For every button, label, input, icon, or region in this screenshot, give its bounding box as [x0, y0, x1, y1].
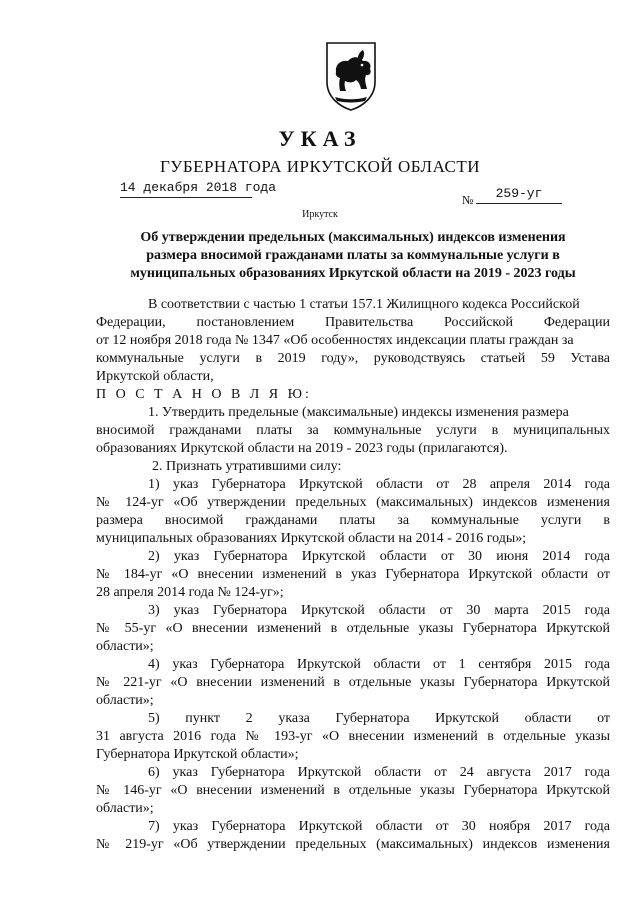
body-line: 2. Признать утратившими силу: — [152, 459, 342, 474]
heading-line: размера вносимой гражданами платы за коммунальные услуги в — [146, 248, 560, 263]
heading-line: Об утверждении предельных (максимальных) индексов изменения — [140, 230, 566, 245]
irkutsk-coat-of-arms-icon — [323, 40, 379, 112]
list-item-line: № 146-уг «О внесении изменений в отдельные указы Губернатора Иркутской — [96, 783, 610, 798]
document-date: 14 декабря 2018 года — [120, 180, 252, 198]
list-item-line: области»; — [96, 693, 154, 708]
list-item-line: № 221-уг «О внесении изменений в отдельные указы Губернатора Иркутской — [96, 675, 610, 690]
document-city: Иркутск — [302, 209, 338, 220]
body-line: от 12 ноября 2018 года № 1347 «Об особенностях индексации платы граждан за — [96, 333, 574, 348]
list-item-line: № 184-уг «О внесении изменений в указ Губернатора Иркутской области от — [96, 567, 610, 582]
document-body — [96, 296, 610, 854]
body-line: коммунальные услуги в 2019 году», руководствуясь статьей 59 Устава — [96, 351, 610, 366]
resolution-word: П О С Т А Н О В Л Я Ю: — [96, 387, 312, 402]
document-title: УКАЗ — [278, 126, 362, 151]
list-item-line: 6) указ Губернатора Иркутской области от 24 августа 2017 года — [148, 765, 610, 780]
list-item-line: № 219-уг «Об утверждении предельных (максимальных) индексов изменения — [96, 837, 610, 852]
document-heading — [96, 229, 610, 283]
list-item-line: 4) указ Губернатора Иркутской области от 1 сентября 2015 года — [148, 657, 610, 672]
list-item-line: 7) указ Губернатора Иркутской области от 30 ноября 2017 года — [148, 819, 610, 834]
list-item-line: 31 августа 2016 года № 193-уг «О внесении изменений в отдельные указы — [96, 729, 610, 744]
list-item-line: области»; — [96, 801, 154, 816]
list-item-line: № 124-уг «Об утверждении предельных (максимальных) индексов изменения — [96, 495, 610, 510]
document-subtitle: ГУБЕРНАТОРА ИРКУТСКОЙ ОБЛАСТИ — [159, 157, 481, 176]
body-line: 1. Утвердить предельные (максимальные) индексы изменения размера — [148, 405, 569, 420]
list-item-line: № 55-уг «О внесении изменений в отдельные указы Губернатора Иркутской — [96, 621, 610, 636]
list-item-line: 1) указ Губернатора Иркутской области от 28 апреля 2014 года — [148, 477, 610, 492]
body-line: вносимой гражданами платы за коммунальные услуги в муниципальных — [96, 423, 610, 438]
list-item-line: муниципальных образованиях Иркутской области на 2014 - 2016 годы»; — [96, 531, 527, 546]
body-line: Федерации, постановлением Правительства Российской Федерации — [96, 315, 610, 330]
list-item-line: области»; — [96, 639, 154, 654]
list-item-line: 3) указ Губернатора Иркутской области от 30 марта 2015 года — [148, 603, 610, 618]
number-sign: № — [462, 193, 474, 207]
document-number: 259-уг — [476, 186, 562, 204]
list-item-line: 2) указ Губернатора Иркутской области от 30 июня 2014 года — [148, 549, 610, 564]
body-line: образованиях Иркутской области на 2019 - 2023 годы (прилагаются). — [96, 441, 508, 456]
list-item-line: размера вносимой гражданами платы за коммунальные услуги в — [96, 513, 610, 528]
body-line: Иркутской области, — [96, 369, 214, 384]
list-item-line: 28 апреля 2014 года № 124-уг»; — [96, 585, 284, 600]
heading-line: муниципальных образованиях Иркутской области на 2019 - 2023 годы — [130, 266, 576, 281]
body-line: В соответствии с частью 1 статьи 157.1 Жилищного кодекса Российской — [148, 297, 580, 312]
list-item-line: 5) пункт 2 указа Губернатора Иркутской области от — [148, 711, 610, 726]
list-item-line: Губернатора Иркутской области»; — [96, 747, 299, 762]
